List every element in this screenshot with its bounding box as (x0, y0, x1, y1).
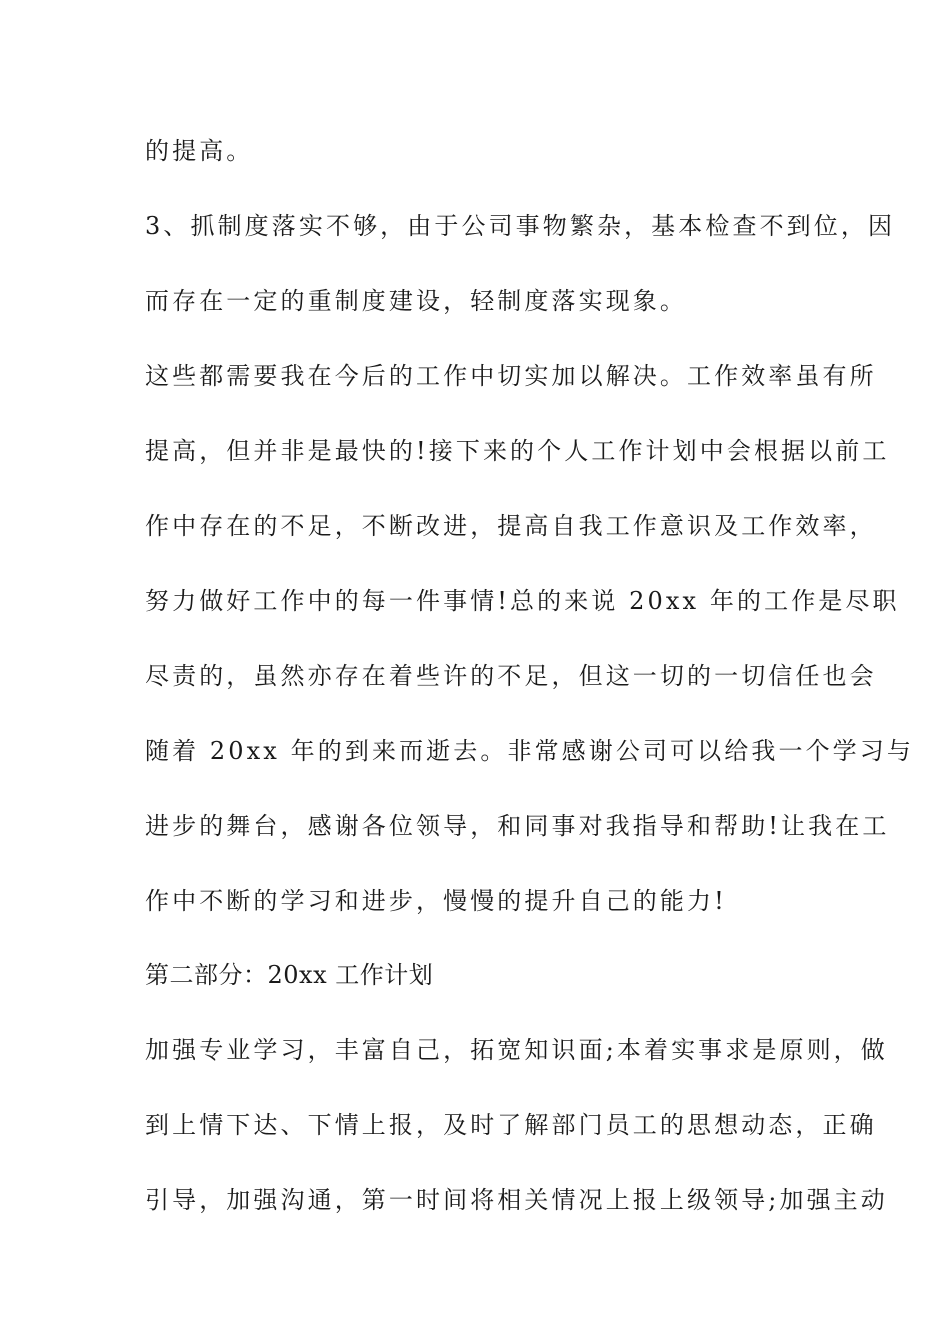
section-heading: 第二部分：20xx 工作计划 (145, 961, 434, 989)
text-line-1: 的提高。 (145, 137, 254, 165)
text-line-11: 作中不断的学习和进步，慢慢的提升自己的能力! (145, 887, 727, 915)
text-line-4: 这些都需要我在今后的工作中切实加以解决。工作效率虽有所 (145, 362, 877, 390)
text-line-9: 随着 20xx 年的到来而逝去。非常感谢公司可以给我一个学习与 (145, 737, 914, 765)
text-line-6: 作中存在的不足，不断改进，提高自我工作意识及工作效率， (145, 512, 877, 540)
text-line-13: 加强专业学习，丰富自己，拓宽知识面;本着实事求是原则，做 (145, 1036, 888, 1064)
text-line-8: 尽责的，虽然亦存在着些许的不足，但这一切的一切信任也会 (145, 662, 877, 690)
text-line-2: 3、抓制度落实不够，由于公司事物繁杂，基本检查不到位，因 (145, 212, 896, 240)
text-line-14: 到上情下达、下情上报，及时了解部门员工的思想动态，正确 (145, 1111, 877, 1139)
text-line-5: 提高，但并非是最快的!接下来的个人工作计划中会根据以前工 (145, 437, 890, 465)
text-line-7: 努力做好工作中的每一件事情!总的来说 20xx 年的工作是尽职 (145, 587, 900, 615)
text-line-3: 而存在一定的重制度建设，轻制度落实现象。 (145, 287, 687, 315)
text-line-10: 进步的舞台，感谢各位领导，和同事对我指导和帮助!让我在工 (145, 812, 890, 840)
text-line-15: 引导，加强沟通，第一时间将相关情况上报上级领导;加强主动 (145, 1186, 888, 1214)
